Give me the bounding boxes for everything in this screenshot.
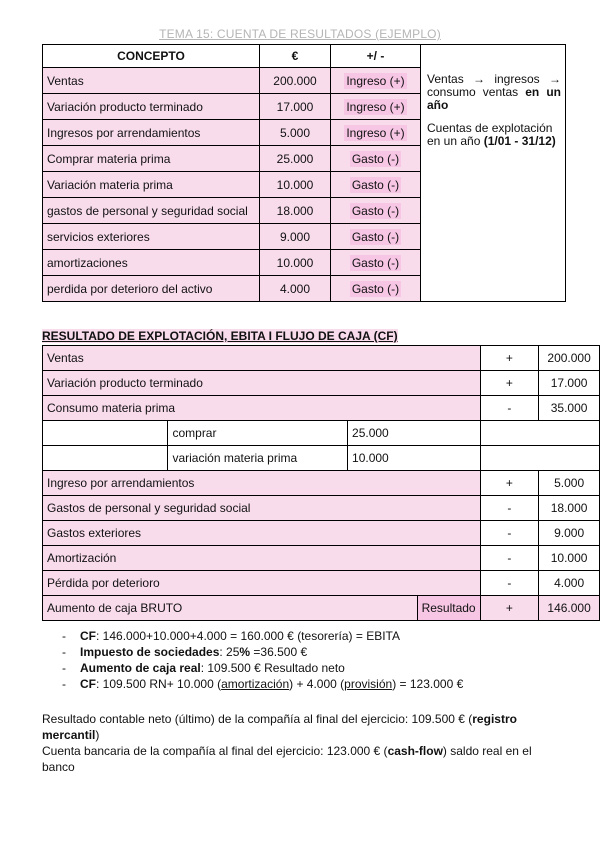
value-cell: 25.000: [260, 146, 331, 172]
row-label: Consumo materia prima: [43, 396, 481, 421]
concept-cell: gastos de personal y seguridad social: [43, 198, 260, 224]
table-row: [43, 571, 600, 596]
concept-cell: servicios exteriores: [43, 224, 260, 250]
header-concept: CONCEPTO: [43, 45, 260, 68]
sub-row-value: 25.000: [348, 421, 481, 446]
paragraph-bank-account: Cuenta bancaria de la compañía al final del ejercicio: 123.000 € (cash-flow) saldo real en el banco: [42, 744, 532, 774]
table-row: [43, 496, 600, 521]
side-note: [421, 45, 566, 302]
row-label: Ingreso por arrendamientos: [43, 471, 481, 496]
row-sign: +: [480, 346, 539, 371]
row-label: Ventas: [43, 346, 481, 371]
row-value: 9.000: [539, 521, 600, 546]
type-cell: Gasto (-): [331, 198, 421, 224]
cash-flow-table: [42, 345, 600, 621]
concept-cell: Comprar materia prima: [43, 146, 260, 172]
type-cell: Gasto (-): [331, 146, 421, 172]
row-label: Gastos de personal y seguridad social: [43, 496, 481, 521]
concept-cell: Variación materia prima: [43, 172, 260, 198]
list-item: - CF: 109.500 RN+ 10.000 (amortización) + 4.000 (provisión) = 123.000 €: [62, 676, 463, 692]
final-row: [43, 596, 600, 621]
empty-cell: [43, 446, 168, 471]
bullet-list: [62, 628, 463, 692]
concept-cell: Variación producto terminado: [43, 94, 260, 120]
concept-cell: Ingresos por arrendamientos: [43, 120, 260, 146]
type-cell: Gasto (-): [331, 276, 421, 302]
row-value: 5.000: [539, 471, 600, 496]
table-row: [43, 396, 600, 421]
value-cell: 4.000: [260, 276, 331, 302]
empty-cell: [43, 421, 168, 446]
type-cell: Ingreso (+): [331, 68, 421, 94]
header-sign: +/ -: [331, 45, 421, 68]
row-value: 10.000: [539, 546, 600, 571]
row-label: Pérdida por deterioro: [43, 571, 481, 596]
row-value: 35.000: [539, 396, 600, 421]
note-accounts: Cuentas de explotación en un año (1/01 - 31/12): [427, 121, 556, 148]
final-value: 146.000: [539, 596, 600, 621]
value-cell: 18.000: [260, 198, 331, 224]
row-label: Gastos exteriores: [43, 521, 481, 546]
empty-cell: [480, 446, 599, 471]
row-value: 200.000: [539, 346, 600, 371]
value-cell: 10.000: [260, 172, 331, 198]
row-sign: -: [480, 571, 539, 596]
sub-row: [43, 421, 600, 446]
table-row: [43, 471, 600, 496]
sub-row-value: 10.000: [348, 446, 481, 471]
table-row: [43, 346, 600, 371]
sub-row-label: variación materia prima: [168, 446, 348, 471]
type-cell: Gasto (-): [331, 224, 421, 250]
value-cell: 5.000: [260, 120, 331, 146]
value-cell: 9.000: [260, 224, 331, 250]
table-header-row: [43, 45, 566, 68]
type-cell: Gasto (-): [331, 250, 421, 276]
row-value: 17.000: [539, 371, 600, 396]
concept-cell: Ventas: [43, 68, 260, 94]
row-sign: +: [480, 471, 539, 496]
value-cell: 17.000: [260, 94, 331, 120]
row-label: Amortización: [43, 546, 481, 571]
list-item: - Aumento de caja real: 109.500 € Resultado neto: [62, 660, 463, 676]
paragraph-net-result: Resultado contable neto (último) de la compañía al final del ejercicio: 109.500 € (registro mercantil): [42, 712, 517, 742]
empty-cell: [480, 421, 599, 446]
row-sign: -: [480, 521, 539, 546]
row-sign: -: [480, 396, 539, 421]
concept-cell: amortizaciones: [43, 250, 260, 276]
row-label: Variación producto terminado: [43, 371, 481, 396]
concept-cell: perdida por deterioro del activo: [43, 276, 260, 302]
page-title: TEMA 15: CUENTA DE RESULTADOS (EJEMPLO): [159, 27, 441, 41]
type-cell: Ingreso (+): [331, 94, 421, 120]
type-cell: Ingreso (+): [331, 120, 421, 146]
final-label: Aumento de caja BRUTO: [43, 596, 418, 621]
value-cell: 10.000: [260, 250, 331, 276]
sub-row-label: comprar: [168, 421, 348, 446]
row-sign: -: [480, 546, 539, 571]
table-row: [43, 371, 600, 396]
list-item: - Impuesto de sociedades: 25% =36.500 €: [62, 644, 463, 660]
result-label: Resultado: [417, 596, 480, 621]
section-heading: RESULTADO DE EXPLOTACIÓN, EBITA I FLUJO DE CAJA (CF): [42, 329, 398, 343]
row-sign: -: [480, 496, 539, 521]
value-cell: 200.000: [260, 68, 331, 94]
note-sales: Ventas → ingresos → consumo ventas en un año: [427, 72, 562, 112]
table-row: [43, 521, 600, 546]
final-sign: +: [480, 596, 539, 621]
row-value: 18.000: [539, 496, 600, 521]
header-euro: €: [260, 45, 331, 68]
table-row: [43, 546, 600, 571]
list-item: - CF: 146.000+10.000+4.000 = 160.000 € (tesorería) = EBITA: [62, 628, 463, 644]
type-cell: Gasto (-): [331, 172, 421, 198]
row-value: 4.000: [539, 571, 600, 596]
income-concepts-table: [42, 44, 566, 302]
row-sign: +: [480, 371, 539, 396]
sub-row: [43, 446, 600, 471]
